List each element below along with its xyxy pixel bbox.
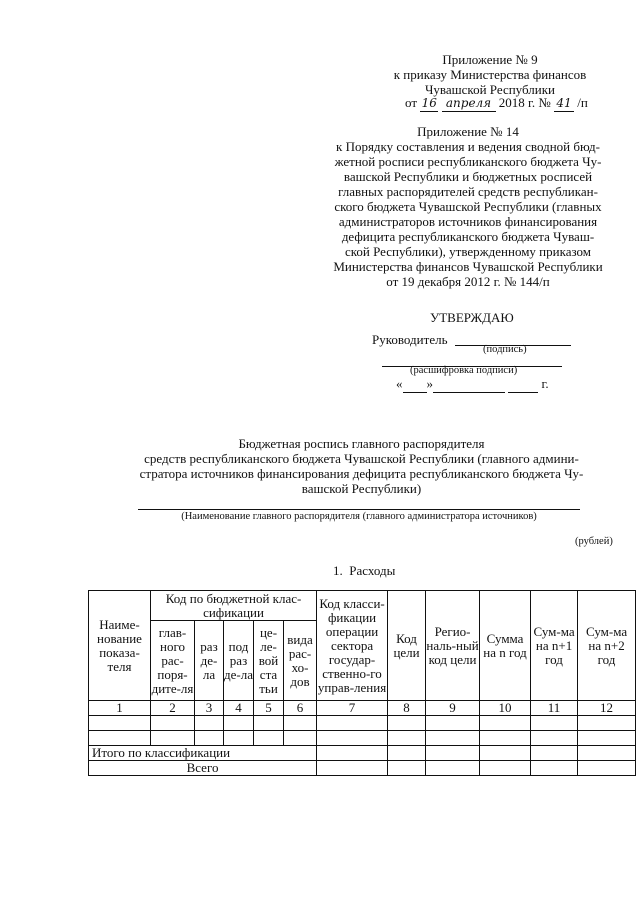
- col-header-subsection: под раз де-ла: [224, 621, 254, 701]
- date-day-handwritten: 16: [421, 96, 437, 110]
- year-blank: [508, 376, 538, 393]
- head-label: Руководитель: [372, 332, 448, 347]
- table-numbers-row: [89, 701, 636, 716]
- units-label: (рублей): [575, 536, 613, 547]
- col-header-sum-n: Сумма на n год: [480, 591, 531, 701]
- appendix14-line: к Порядку составления и ведения сводной бюд-: [336, 139, 600, 154]
- org-name-hint: (Наименование главного распорядителя (главного администратора источников): [181, 511, 537, 522]
- col-header-regional-code: Регио-наль-ный код цели: [426, 591, 480, 701]
- total-label: Всего: [89, 761, 317, 776]
- col-number: 12: [578, 701, 636, 716]
- col-number: 10: [480, 701, 531, 716]
- col-number: 11: [531, 701, 578, 716]
- col-header-section: раз де-ла: [195, 621, 224, 701]
- date-prefix: от: [405, 95, 418, 110]
- name-hint: (расшифровка подписи): [410, 365, 518, 376]
- appendix9-order: к приказу Министерства финансов: [393, 67, 587, 82]
- section-title: 1. Расходы: [333, 563, 396, 578]
- table-header-row: [89, 591, 636, 621]
- appendix14-line: вашской Республики и бюджетных росписей: [343, 169, 593, 184]
- date-suffix: /п: [577, 95, 588, 110]
- appendix14-line: жетной росписи республиканского бюджета Чу-: [334, 154, 602, 169]
- day-blank: [403, 376, 427, 393]
- col-number: 3: [195, 701, 224, 716]
- col-header-target-article: це-ле-вой ста тьи: [254, 621, 284, 701]
- date-month-handwritten: апреля: [442, 96, 496, 112]
- appendix14-title: Приложение № 14: [417, 124, 519, 139]
- total-classification-label: Итого по классификации: [89, 746, 317, 761]
- col-number: 7: [317, 701, 388, 716]
- col-number: 4: [224, 701, 254, 716]
- col-header-kosgu: Код класси-фикации операции сектора государ-ственно-го управ-ления: [317, 591, 388, 701]
- appendix14-line: ской Республики), утвержденному приказом: [344, 244, 592, 259]
- col-header-sum-n2: Сум-ма на n+2 год: [578, 591, 636, 701]
- table-row: [89, 716, 636, 731]
- org-name-line: [138, 509, 580, 510]
- col-header-sum-n1: Сум-ма на n+1 год: [531, 591, 578, 701]
- appendix14-line: главных распорядителей средств республикан-: [338, 184, 598, 199]
- col-number: 2: [151, 701, 195, 716]
- col-number: 9: [426, 701, 480, 716]
- col-number: 5: [254, 701, 284, 716]
- doc-title-line: средств республиканского бюджета Чувашской Республики (главного админи-: [144, 451, 579, 466]
- appendix9-title: Приложение № 9: [442, 52, 538, 67]
- doc-title-line: стратора источников финансирования дефицита республиканского бюджета Чу-: [139, 466, 584, 481]
- col-header-target-code: Код цели: [388, 591, 426, 701]
- appendix9-republic: Чувашской Республики: [424, 82, 556, 97]
- col-header-budget-code: Код по бюджетной клас-сификации: [151, 591, 317, 621]
- appendix14-line: Министерства финансов Чувашской Республики: [333, 259, 603, 274]
- appendix14-line: от 19 декабря 2012 г. № 144/п: [386, 274, 550, 289]
- date-close-quote: »: [426, 376, 433, 391]
- doc-title: Бюджетная роспись главного распорядителя: [238, 436, 485, 451]
- date-open-quote: «: [396, 376, 403, 391]
- signature-hint: (подпись): [483, 344, 527, 355]
- date-year: 2018 г. №: [498, 95, 551, 110]
- order-number-handwritten: 41: [554, 96, 574, 112]
- table-row: [89, 731, 636, 746]
- col-number: 1: [89, 701, 151, 716]
- appendix14-line: дефицита республиканского бюджета Чуваш-: [341, 229, 595, 244]
- approval-title: УТВЕРЖДАЮ: [430, 310, 514, 325]
- col-header-name: Наиме-нование показа-теля: [89, 591, 151, 701]
- doc-title-line: вашской Республики): [301, 481, 422, 496]
- table-row-total: [89, 761, 636, 776]
- appendix14-line: администраторов источников финансирования: [338, 214, 598, 229]
- approval-date: [396, 376, 549, 393]
- table-row-total-classification: [89, 746, 636, 761]
- col-number: 6: [284, 701, 317, 716]
- year-suffix: г.: [541, 376, 549, 391]
- expenses-table: [88, 590, 636, 776]
- appendix9-date-line: [405, 95, 635, 112]
- col-number: 8: [388, 701, 426, 716]
- col-header-expense-type: вида рас-хо-дов: [284, 621, 317, 701]
- month-blank: [433, 376, 505, 393]
- col-header-main-manager: глав-ного рас-поря-дите-ля: [151, 621, 195, 701]
- appendix14-line: ского бюджета Чувашской Республики (главных: [334, 199, 602, 214]
